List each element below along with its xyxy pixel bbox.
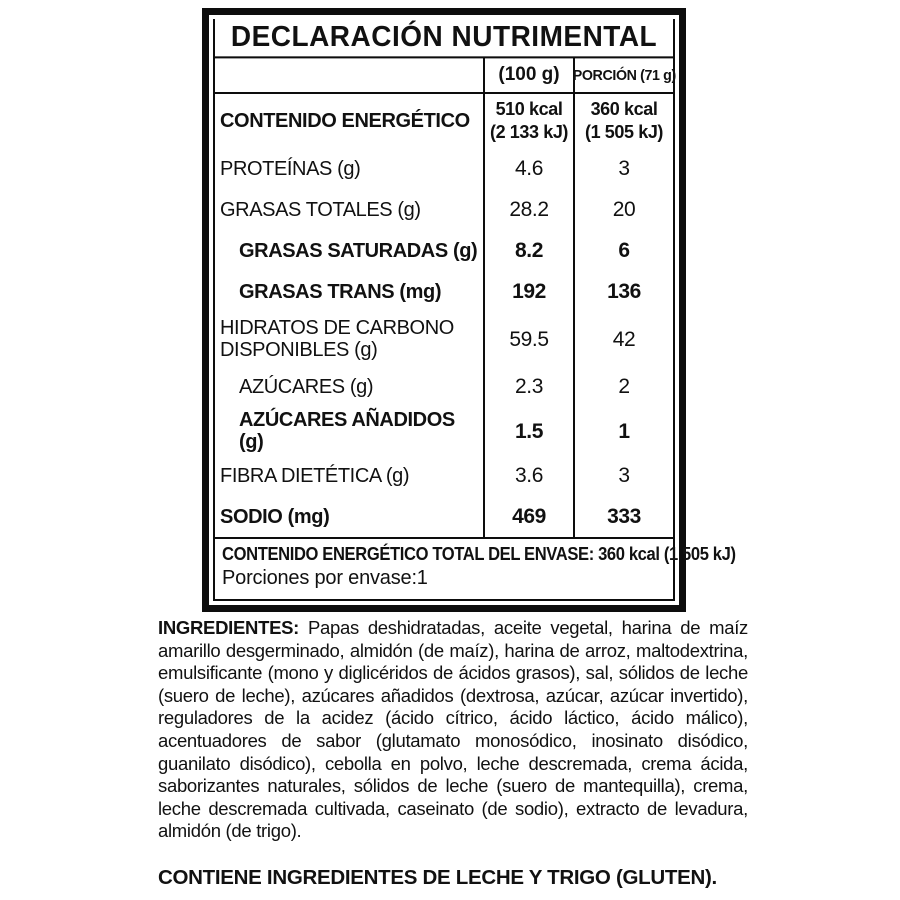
table-row-sodio [215, 496, 673, 537]
value-100g: 192 [512, 280, 546, 303]
energy-100g-kcal: 510 kcal [495, 99, 563, 119]
energy-100g-kj: (2 133 kJ) [489, 122, 569, 142]
row-label: SODIO (mg) [220, 505, 330, 528]
row-label: GRASAS TOTALES (g) [220, 198, 421, 221]
value-portion: 136 [607, 280, 641, 303]
row-label: FIBRA DIETÉTICA (g) [220, 464, 410, 487]
table-row-grasas-saturadas [215, 230, 673, 271]
value-100g: 469 [512, 505, 546, 528]
table-row-grasas-totales [215, 189, 673, 230]
table-row-hidratos-carbono [215, 312, 673, 366]
nutrition-facts-table [202, 8, 736, 612]
servings-per-container: Porciones por envase:1 [222, 567, 428, 589]
value-100g: 4.6 [515, 157, 543, 180]
value-100g: 59.5 [509, 327, 549, 351]
ingredients-text: Papas deshidratadas, aceite vegetal, harina de maíz amarillo desgerminado, almidón (de maíz), harina de arroz, maltodextrina, emulsificante (mono y diglicéridos de ácidos grasos), sal, sólidos de leche (suero de leche), azúcares añadidos (dextrosa, azúcar, azúcar invertido), reguladores de la acidez (ácido cítrico, ácido láctico, ácido málico), acentuadores de sabor (glutamato monosódico, inosinato disódico, guanilato disódico), cebolla en polvo, leche descremada, crema ácida, saborizantes naturales, sólidos de leche (suero de mantequilla), crema, leche descremada cultivada, caseinato (de sodio), extracto de levadura, almidón (de trigo). [158, 617, 748, 842]
table-row-azucares [215, 366, 673, 407]
row-label: CONTENIDO ENERGÉTICO [220, 110, 470, 132]
table-row-energy [215, 94, 673, 148]
value-100g: 1.5 [515, 419, 543, 443]
row-label: GRASAS TRANS (mg) [239, 280, 442, 303]
row-label: GRASAS SATURADAS (g) [239, 239, 478, 262]
table-row-proteinas [215, 148, 673, 189]
ingredients-label: INGREDIENTES: [158, 617, 300, 638]
energy-portion-kcal: 360 kcal [590, 99, 658, 119]
value-portion: 3 [618, 464, 630, 487]
allergen-statement: CONTIENE INGREDIENTES DE LECHE Y TRIGO (GLUTEN). [158, 866, 717, 889]
value-100g: 28.2 [509, 198, 549, 221]
nutrition-table-title: DECLARACIÓN NUTRIMENTAL [215, 19, 673, 59]
table-footer [215, 537, 736, 599]
value-portion: 2 [618, 375, 630, 398]
energy-portion-kj: (1 505 kJ) [584, 122, 664, 142]
value-portion: 1 [618, 419, 630, 443]
ingredients-paragraph [158, 617, 748, 843]
value-portion: 333 [607, 505, 641, 528]
row-label: HIDRATOS DE CARBONO DISPONIBLES (g) [220, 317, 454, 361]
value-portion: 3 [618, 157, 630, 180]
value-portion: 42 [612, 327, 636, 351]
value-portion: 20 [612, 198, 636, 221]
value-100g: 2.3 [515, 375, 543, 398]
column-header-per-portion [572, 58, 676, 92]
value-100g: 3.6 [515, 464, 543, 487]
per-portion-label: PORCIÓN (71 g) [572, 66, 676, 84]
table-row-grasas-trans [215, 271, 673, 312]
table-row-azucares-anadidos [215, 407, 673, 455]
row-label: AZÚCARES (g) [239, 375, 374, 398]
total-energy-statement: CONTENIDO ENERGÉTICO TOTAL DEL ENVASE: 360 kcal (1 505 kJ) [222, 544, 736, 564]
row-label: AZÚCARES AÑADIDOS (g) [239, 409, 455, 453]
column-header-per-100g [483, 58, 573, 92]
value-100g: 8.2 [515, 239, 543, 262]
per-100g-label: (100 g) [498, 64, 560, 85]
row-label: PROTEÍNAS (g) [220, 157, 361, 180]
column-header-spacer [215, 58, 483, 92]
table-row-fibra-dietetica [215, 455, 673, 496]
column-header-row [215, 58, 676, 94]
value-portion: 6 [618, 239, 630, 262]
nutrition-table-inner [213, 19, 736, 601]
